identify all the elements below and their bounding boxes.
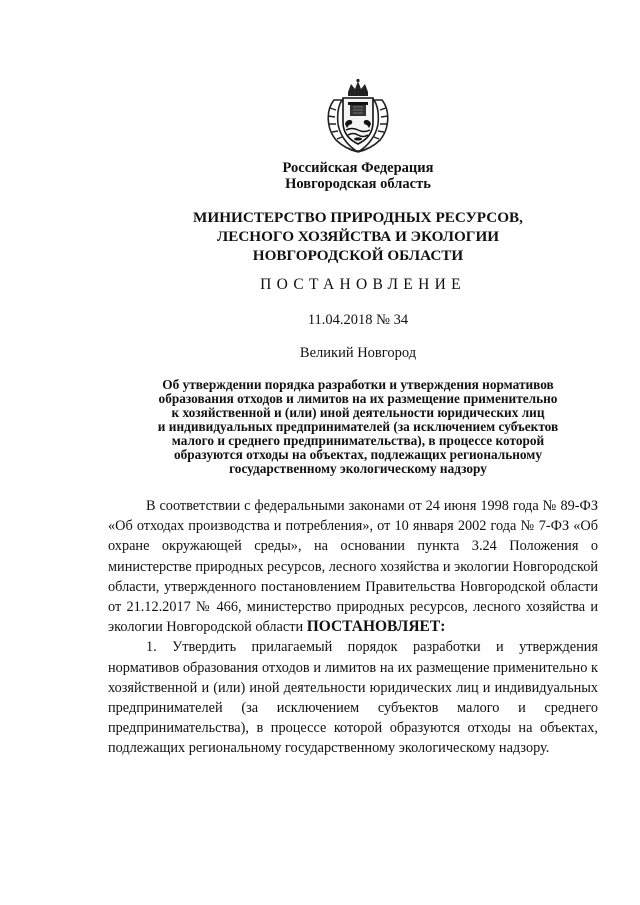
decree-word: ПОСТАНОВЛЯЕТ	[306, 618, 441, 636]
title-line: малого и среднего предпринимательства), в процессе которой	[171, 433, 545, 448]
decree-colon: :	[440, 618, 446, 636]
document-body	[108, 496, 598, 759]
preamble-paragraph	[108, 496, 598, 637]
title-line: образования отходов и лимитов на их размещение применительно	[158, 391, 558, 406]
document-title	[100, 378, 616, 476]
item-1-paragraph: 1. Утвердить прилагаемый порядок разработки и утверждения нормативов образования отходов и лимитов на их размещение применительно к хозяйственной и (или) иной деятельности юридических лиц и индивидуальных предпринимателей (за исключением субъектов малого и среднего предпринимательства), в процессе которой образуются отходы на объектах, подлежащих региональному государственному экологическому надзору.	[108, 639, 598, 757]
ministry-line-2: ЛЕСНОГО ХОЗЯЙСТВА И ЭКОЛОГИИ	[216, 228, 500, 245]
title-line: к хозяйственной и (или) иной деятельности юридических лиц	[171, 405, 545, 420]
ministry-name	[100, 208, 616, 265]
preamble-text: В соответствии с федеральными законами от 24 июня 1998 года № 89-ФЗ «Об отходах производства и потребления», от 10 января 2002 года № 7-ФЗ «Об охране окружающей среды», на основании пункта 3.24 Положения о министерстве природных ресурсов, лесного хозяйства и экологии Новгородской области, утвержденного постановлением Правительства Новгородской области от 21.12.2017 № 466, министерство природных ресурсов, лесного хозяйства и экологии Новгородской области	[108, 498, 598, 636]
document-type: ПОСТАНОВЛЕНИЕ	[260, 276, 466, 293]
document-date-number: 11.04.2018 № 34	[307, 312, 409, 328]
region-name: Новгородская область	[285, 176, 431, 192]
region-header	[100, 160, 616, 192]
ministry-line-3: НОВГОРОДСКОЙ ОБЛАСТИ	[252, 247, 464, 264]
document-city: Великий Новгород	[299, 345, 417, 361]
title-line: государственному экологическому надзору	[229, 461, 487, 476]
ministry-line-1: МИНИСТЕРСТВО ПРИРОДНЫХ РЕСУРСОВ,	[193, 209, 523, 226]
country-name: Российская Федерация	[282, 160, 434, 176]
title-line: образуются отходы на объектах, подлежащих региональному	[173, 447, 543, 462]
coat-of-arms-icon	[322, 78, 394, 154]
title-line: Об утверждении порядка разработки и утверждения нормативов	[162, 377, 554, 392]
title-line: и индивидуальных предпринимателей (за исключением субъектов	[157, 419, 559, 434]
